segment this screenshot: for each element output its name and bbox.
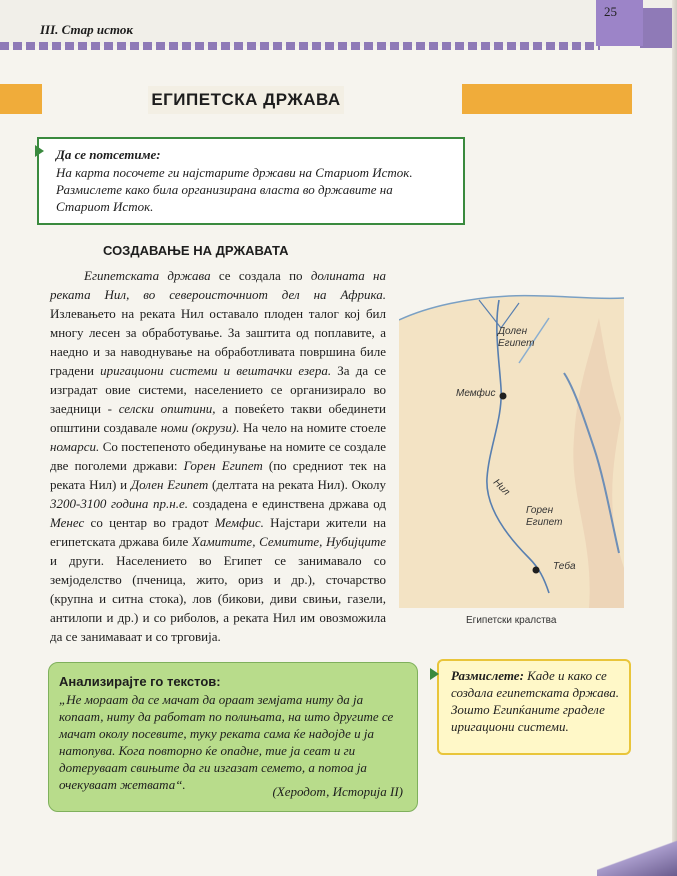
reminder-body [56,164,453,215]
text-fragment: Горен Египет [183,458,263,473]
memphis-dot [500,393,507,400]
page-number: 25 [604,4,617,19]
text-fragment: Хамитите, Семитите, Нубијците [191,534,386,549]
quote-source: (Херодот, Историја II) [272,784,403,799]
reminder-line: Размислете како била организирана власта во државите на [56,182,393,197]
banner-left [0,84,42,114]
header-divider [0,42,600,50]
text-fragment: За да се изградат овие системи, населението се организирало во заедници - [50,363,386,416]
reminder-box [37,137,465,225]
text-fragment: Мемфис. [214,515,264,530]
text-fragment: создадена е единствена држава од [187,496,386,511]
chapter-title: III. Стар исток [40,22,133,37]
page-number-tab [596,0,643,46]
text-fragment: (по средниот тек на реката Нил) и [50,458,386,492]
reminder-line: На карта посочете ги најстарите држави на Стариот Исток. [56,165,413,180]
text-fragment: Менес [50,515,85,530]
text-fragment: се создала по [210,268,311,283]
map-label-lower-egypt: Долен Египет [498,326,535,349]
page-header [0,0,677,46]
analyze-box [48,662,418,812]
lesson-title: ЕГИПЕТСКА ДРЖАВА [148,86,344,114]
herodotus-quote: „Не мораат да се мачат да ораат земјата ниту да ја копаат, ниту да работат по полињата, на што другите се мачат околу посевите, туку реката сама ќе надојде и ја натопува. Кога повторно ќе опадне, тие ја сеат и ги дотеруваат свињите да ги изгазат семето, а потоа ја очекуваат жетвата“. [59,692,394,792]
text-fragment: Најстари жители на египетската држава биле [50,515,387,549]
think-text: Каде и како се создала египетската држава. Зошто Египќаните граделе иригациони системи. [451,668,619,734]
text-fragment: иригациони системи и вештачки езера. [100,363,332,378]
think-box [437,659,631,755]
reminder-title: Да се потсетиме: [56,147,161,162]
section-title: СОЗДАВАЊЕ НА ДРЖАВАТА [103,243,289,258]
think-body [451,667,621,735]
map-label-nile: Нил [490,477,512,498]
triangle-icon [430,668,439,680]
text-fragment: Со постепеното обединување на номите се создале две поголеми држави: [50,439,386,473]
text-fragment: номарси. [50,439,100,454]
thebes-dot [533,567,540,574]
page-curl [597,836,677,876]
banner-right [462,84,632,114]
map-label-upper-egypt: Горен Египет [526,505,563,528]
text-fragment: На чело на номите стоеле [239,420,386,435]
reminder-line: Стариот Исток. [56,199,154,214]
text-fragment: долината на реката Нил, во североисточниот дел на Африка. [50,268,386,302]
map-caption: Египетски кралства [466,615,557,626]
analyze-title: Анализирајте го текстов: [59,674,221,689]
think-lead: Размислете: [451,668,524,683]
text-fragment: номи (окрузи). [160,420,240,435]
map-label-thebes: Теба [553,561,576,572]
triangle-icon [35,145,44,157]
text-fragment: 3200-3100 година пр.н.е. [50,496,188,511]
text-fragment: Долен Египет [130,477,209,492]
text-fragment: со центар во градот [84,515,215,530]
text-fragment: селски општини, [118,401,216,416]
text-fragment: Излевањето на реката Нил оставало плоден талог кој бил многу лесен за обработување. За заштита од поплавите, а наедно и за наводнување на обработливата површина биле градени [50,306,386,378]
text-fragment: а повеќето такви обединети општини создавале [50,401,387,435]
map-label-memphis: Мемфис [456,388,496,399]
page-edge [672,0,677,876]
text-fragment: (делтата на реката Нил). Околу [208,477,386,492]
text-fragment: Египетската држава [84,268,211,283]
text-fragment: и други. Населението во Египет се занимавало со земјоделство (пченица, жито, ориз и др.), сточарство (крупна и ситна стока), лов (бикови, диви свињи, газели, антилопи и др.) и со риболов, а реката Нил им овозможила да се занимаваат и со трговија. [50,553,386,644]
main-text [50,266,386,646]
